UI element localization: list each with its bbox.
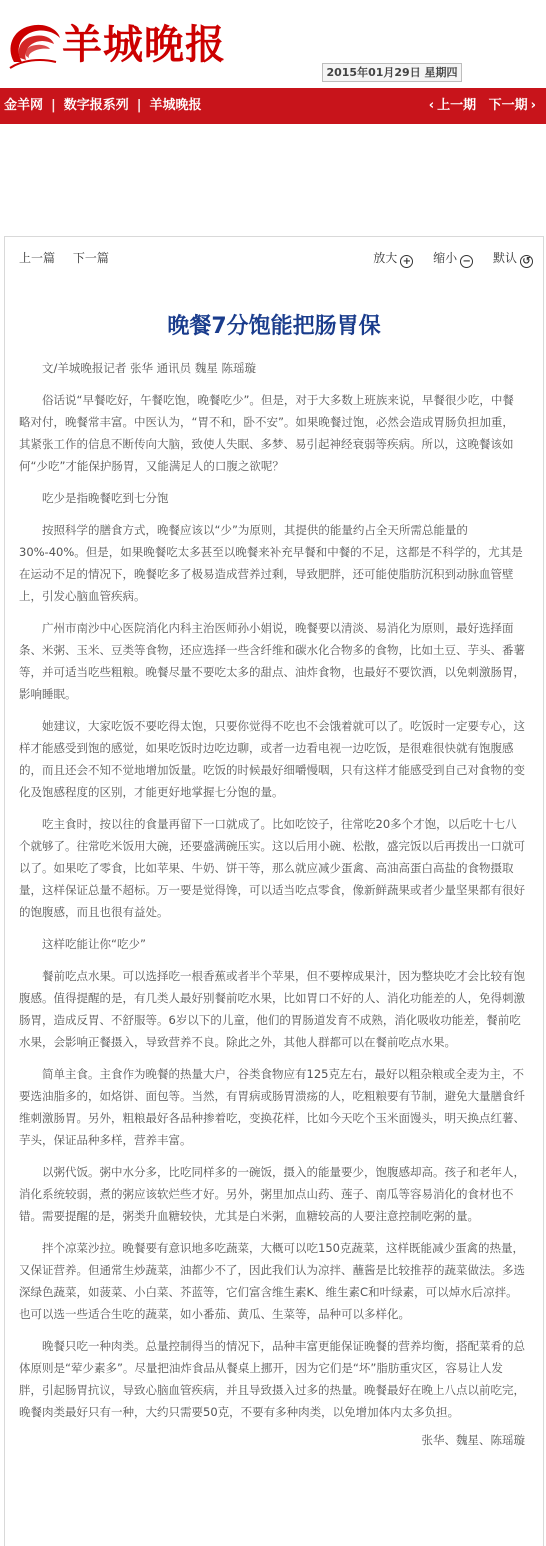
zoom-in-label: 放大	[373, 251, 398, 265]
newspaper-logo[interactable]	[4, 18, 226, 72]
article-subheading: 吃少是指晚餐吃到七分饱	[42, 491, 169, 505]
logo-text: 羊城晚报	[62, 21, 226, 68]
prev-issue-button[interactable]	[429, 98, 476, 113]
next-issue-button[interactable]	[489, 98, 536, 113]
top-nav-bar	[0, 88, 546, 124]
logo-swoosh-icon	[4, 18, 64, 72]
next-article-link[interactable]: 下一篇	[72, 251, 109, 265]
article-paragraph: 以粥代饭。粥中水分多，比吃同样多的一碗饭，摄入的能量要少，饱腹感却高。孩子和老年人，消化系统较弱，煮的粥应该软烂些才好。另外，粥里加点山药、莲子、南瓜等容易消化的食材也不错。需要提醒的是，粥类升血糖较快，尤其是白米粥，血糖较高的人要注意控制吃粥的量。	[19, 1165, 525, 1223]
article-panel	[4, 236, 544, 1546]
article-subheading: 这样吃能让你“吃少”	[42, 937, 146, 951]
chevron-left-icon: ‹	[428, 98, 435, 113]
nav-separator: |	[136, 98, 142, 113]
next-issue-label: 下一期	[488, 98, 528, 113]
chevron-right-icon: ›	[530, 98, 536, 113]
zoom-in-button[interactable]	[373, 251, 413, 265]
article-byline: 文/羊城晚报记者 张华 通讯员 魏星 陈瑶璇	[42, 361, 256, 375]
default-size-button[interactable]	[493, 251, 533, 265]
nav-link-digital-papers[interactable]: 数字报系列	[63, 98, 129, 113]
article-paragraph: 餐前吃点水果。可以选择吃一根香蕉或者半个苹果，但不要榨成果汁，因为整块吃才会比较有饱腹感。值得提醒的是，有几类人最好别餐前吃水果，比如胃口不好的人、消化功能差的人，免得刺激肠胃，造成反胃、不舒服等。6岁以下的儿童，他们的胃肠道发育不成熟，消化吸收功能差，餐前吃水果，会影响正餐摄入，导致营养不良。除此之外，其他人群都可以在餐前吃点水果。	[19, 969, 525, 1049]
article-toolbar	[5, 237, 543, 277]
default-size-label: 默认	[492, 251, 517, 265]
article-paragraph: 吃主食时，按以往的食量再留下一口就成了。比如吃饺子，往常吃20多个才饱，以后吃十七八个就够了。往常吃米饭用大碗，还要盛满碗压实。这以后用小碗、松散，盛完饭以后再拨出一口就可以了。如果吃了零食，比如苹果、牛奶、饼干等，那么就应减少蛋禽、高油高蛋白高盐的食物摄取量，这样保证总量不超标。万一要是觉得馋，可以适当吃点零食，像新鲜蔬果或者少量坚果都有很好的饱腹感，而且也很有益处。	[19, 817, 525, 919]
issue-nav	[421, 88, 536, 124]
site-links	[4, 88, 202, 124]
article-paragraph: 拌个凉菜沙拉。晚餐要有意识地多吃蔬菜，大概可以吃150克蔬菜，这样既能减少蛋禽的热量，又保证营养。但通常生炒蔬菜，油都少不了，因此我们认为凉拌、蘸酱是比较推荐的蔬菜做法。多选深绿色蔬菜，如菠菜、小白菜、芥蓝等，它们富含维生素K、维生素C和叶绿素，可以焯水后凉拌。也可以选一些适合生吃的蔬菜，如小番茄、黄瓜、生菜等，品种可以多样化。	[19, 1241, 525, 1321]
font-size-controls	[357, 249, 533, 268]
masthead	[0, 0, 546, 88]
zoom-out-button[interactable]	[433, 251, 473, 265]
minus-icon: −	[460, 255, 473, 268]
article-paragraph: 简单主食。主食作为晚餐的热量大户，谷类食物应有125克左右，最好以粗杂粮或全麦为主，不要选油脂多的，如烙饼、面包等。当然，有胃病或肠胃溃疡的人，吃粗粮要有节制，避免大量膳食纤维刺激肠胃。另外，粗粮最好各品种掺着吃，变换花样，比如今天吃个玉米面馒头，明天换点红薯、芋头，保证品种多样，营养丰富。	[19, 1067, 525, 1147]
article-body	[19, 357, 525, 1461]
article-pager	[19, 249, 123, 266]
plus-icon: +	[400, 255, 413, 268]
article-paragraph: 按照科学的膳食方式，晚餐应该以“少”为原则，其提供的能量约占全天所需总能量的30%-40%。但是，如果晚餐吃太多甚至以晚餐来补充早餐和中餐的不足，这都是不科学的，尤其是在运动不足的情况下，晚餐吃多了极易造成营养过剩，导致肥胖，还可能使脂肪沉积到动脉血管壁上，引发心脑血管疾病。	[19, 523, 523, 603]
prev-article-link[interactable]: 上一篇	[19, 251, 56, 265]
article-signature: 张华、魏星、陈瑶璇	[421, 1433, 525, 1447]
article-paragraph: 她建议，大家吃饭不要吃得太饱，只要你觉得不吃也不会饿着就可以了。吃饭时一定要专心，这样才能感受到饱的感觉，如果吃饭时边吃边聊，或者一边看电视一边吃饭，是很难很快就有饱腹感的，而且还会不知不觉地增加饭量。吃饭的时候最好细嚼慢咽，只有这样才能感受到自己对食物的变化及饱感程度的区别，才能更好地掌握七分饱的量。	[19, 719, 525, 799]
article-paragraph: 俗话说“早餐吃好，午餐吃饱，晚餐吃少”。但是，对于大多数上班族来说，早餐很少吃，中餐略对付，晚餐常丰富。中医认为，“胃不和，卧不安”。如果晚餐过饱，必然会造成胃肠负担加重，其紧张工作的信息不断传向大脑，致使人失眠、多梦、易引起神经衰弱等疾病。所以，这晚餐该如何“少吃”才能保护肠胃，又能满足人的口腹之欲呢？	[19, 393, 514, 473]
article-paragraph: 广州市南沙中心医院消化内科主治医师孙小娟说，晚餐要以清淡、易消化为原则，最好选择面条、米粥、玉米、豆类等食物，还应选择一些含纤维和碳水化合物多的食物，比如土豆、芋头、番薯等，并可适当吃些粗粮。晚餐尽量不要吃太多的甜点、油炸食物，也最好不要饮酒，以免刺激肠胃，影响睡眠。	[19, 621, 525, 701]
zoom-out-label: 缩小	[433, 251, 458, 265]
article-title: 晚餐7分饱能把肠胃保	[167, 314, 381, 339]
article-paragraph: 晚餐只吃一种肉类。总量控制得当的情况下，品种丰富更能保证晚餐的营养均衡，搭配菜肴的总体原则是“荤少素多”。尽量把油炸食品从餐桌上挪开，因为它们是“坏”脂肪重灾区，容易让人发胖，引起肠胃抗议，导致心脑血管疾病，并且导致摄入过多的热量。晚餐最好在晚上八点以前吃完，晚餐肉类最好只有一种，大约只需要50克，不要有多种肉类，以免增加体内太多负担。	[19, 1339, 525, 1419]
issue-date: 2015年01月29日 星期四	[322, 63, 462, 82]
nav-link-jinyang[interactable]: 金羊网	[4, 98, 44, 113]
refresh-icon: ↺	[520, 255, 533, 268]
nav-link-ycwb[interactable]: 羊城晚报	[149, 98, 202, 113]
prev-issue-label: 上一期	[437, 98, 477, 113]
nav-separator: |	[51, 98, 56, 113]
